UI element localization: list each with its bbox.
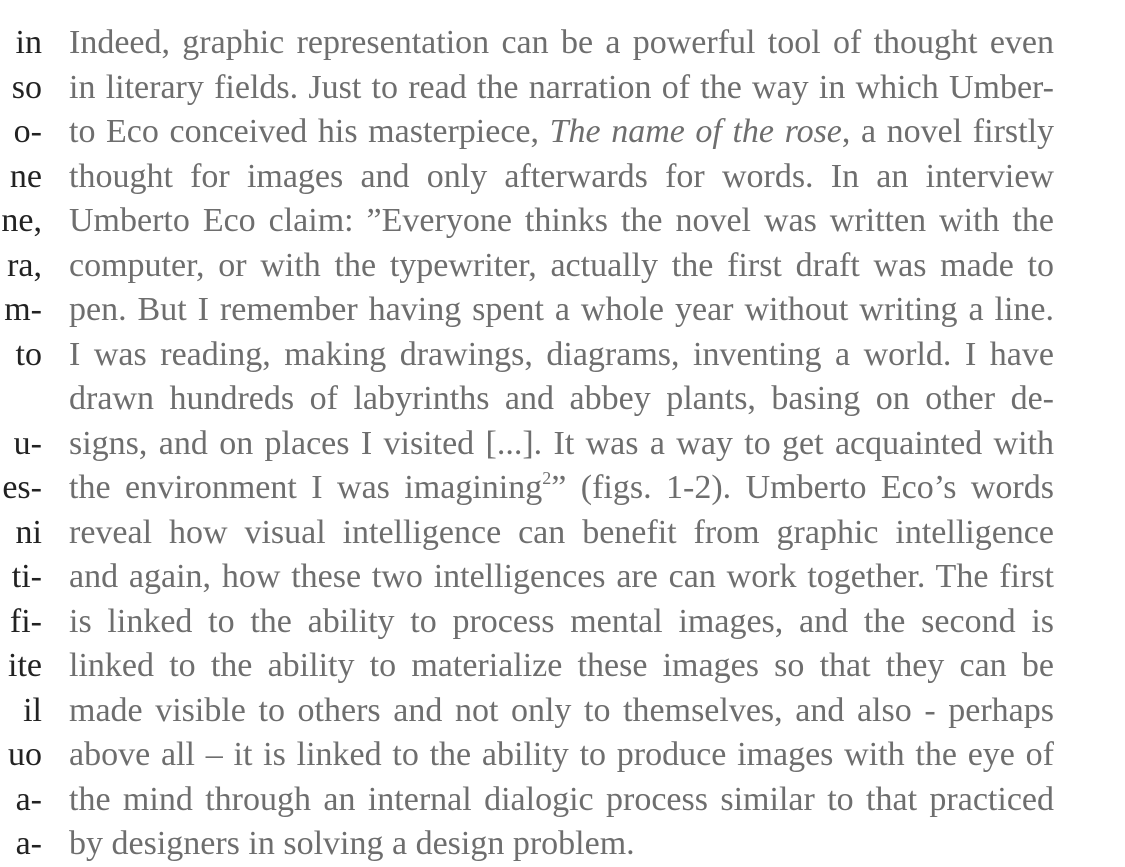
paragraph-line: above all – it is linked to the ability to produce images with the eye of — [69, 736, 1054, 773]
left-fragment: u- — [13, 424, 42, 462]
paragraph-line: the environment I was imagining$^2$” (figs. 1-2). Umberto Eco’s words — [69, 468, 1054, 506]
left-fragment: ne — [9, 157, 42, 195]
left-fragment: a- — [15, 825, 42, 862]
left-fragment: to — [15, 335, 42, 373]
paragraph-line: signs, and on places I visited [...]. It was a way to get acquainted with — [69, 424, 1054, 462]
paragraph-line: Umberto Eco claim: ”Everyone thinks the novel was written with the — [69, 202, 1054, 239]
left-fragment: ni — [15, 513, 42, 551]
paragraph-line: linked to the ability to materialize these images so that they can be — [69, 647, 1054, 684]
paragraph-line: the mind through an internal dialogic process similar to that practiced — [69, 780, 1054, 818]
left-column-fragments — [0, 21, 42, 867]
body-paragraph — [69, 21, 1054, 867]
left-fragment: in — [15, 24, 42, 61]
paragraph-line: and again, how these two intelligences are can work together. The first — [69, 558, 1054, 595]
left-fragment: il — [23, 691, 42, 729]
left-fragment: m- — [4, 291, 42, 328]
left-fragment: ne, — [1, 202, 42, 239]
left-fragment — [0, 377, 42, 422]
paragraph-line: Indeed, graphic representation can be a powerful tool of thought even — [69, 24, 1054, 61]
paragraph-line: drawn hundreds of labyrinths and abbey plants, basing on other de- — [69, 380, 1054, 417]
footnote-marker: 2 — [542, 468, 552, 488]
paragraph-line: is linked to the ability to process mental images, and the second is — [69, 602, 1054, 640]
left-fragment: o- — [13, 113, 42, 150]
paragraph-line: reveal how visual intelligence can benefit from graphic intelligence — [69, 513, 1054, 551]
paragraph-line: computer, or with the typewriter, actually the first draft was made to — [69, 246, 1054, 284]
paragraph-line: to Eco conceived his masterpiece, The name of the rose, a novel firstly — [69, 113, 1054, 150]
left-fragment: ite — [8, 647, 42, 684]
left-fragment: ti- — [11, 558, 42, 595]
paragraph-line: I was reading, making drawings, diagrams, inventing a world. I have — [69, 335, 1054, 373]
left-fragment: ra, — [7, 246, 42, 284]
paragraph-line: by designers in solving a design problem. — [69, 825, 635, 862]
left-fragment: so — [11, 68, 42, 106]
paragraph-line: pen. But I remember having spent a whole year without writing a line. — [69, 291, 1054, 328]
paragraph-line: in literary fields. Just to read the narration of the way in which Umber- — [69, 68, 1054, 106]
book-title: The name of the rose — [549, 113, 842, 150]
paragraph-line: made visible to others and not only to themselves, and also - perhaps — [69, 691, 1054, 729]
left-fragment: a- — [15, 780, 42, 818]
left-fragment: es- — [2, 469, 42, 506]
paragraph-line: thought for images and only afterwards for words. In an interview — [69, 157, 1054, 195]
left-fragment: uo — [8, 736, 42, 773]
left-fragment: fi- — [9, 602, 42, 640]
